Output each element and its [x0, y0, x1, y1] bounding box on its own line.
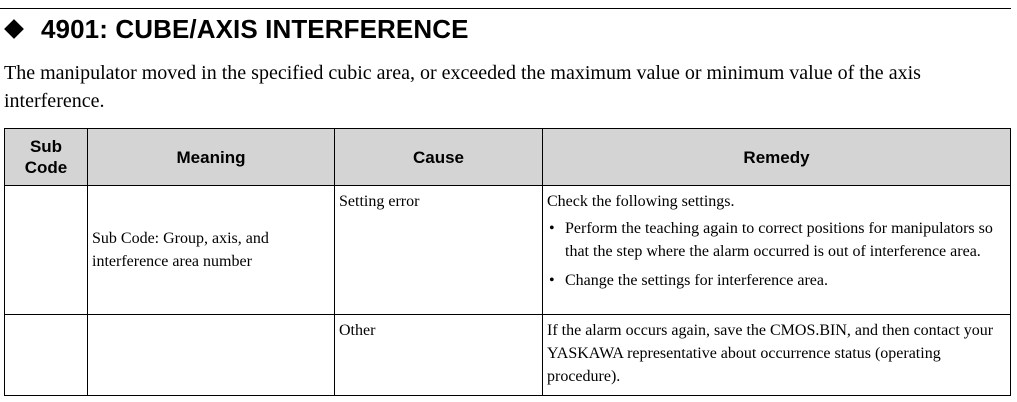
- remedy-intro-text: If the alarm occurs again, save the CMOS.BIN, and then contact your YASKAWA representative about occurrence status (operating procedure).: [547, 322, 994, 385]
- cell-meaning: [88, 315, 335, 396]
- header-sub-code: [5, 129, 88, 186]
- cell-remedy: [543, 315, 1011, 396]
- section-intro: The manipulator moved in the specified cubic area, or exceeded the maximum value or minimum value of the axis interference.: [4, 62, 921, 112]
- cell-sub-code-text: [5, 186, 87, 190]
- list-item-text: Perform the teaching again to correct positions for manipulators so that the step where the alarm occurred is out of interference area.: [565, 220, 993, 260]
- cell-cause-text: Setting error: [339, 193, 420, 210]
- header-sub-code-label: Sub Code: [24, 137, 68, 177]
- section-title: 4901: CUBE/AXIS INTERFERENCE: [41, 13, 469, 44]
- remedy-list: [547, 217, 1006, 292]
- header-meaning: Meaning: [88, 129, 335, 186]
- bullet-icon: •: [549, 220, 555, 237]
- table-row: [5, 315, 1011, 396]
- table-row: [5, 186, 1011, 315]
- cell-sub-code: [5, 186, 88, 315]
- header-remedy: Remedy: [543, 129, 1011, 186]
- section-heading: [4, 14, 469, 44]
- remedy-intro-text: Check the following settings.: [547, 193, 735, 210]
- list-item: [547, 217, 1006, 263]
- cell-remedy: [543, 186, 1011, 315]
- bullet-icon: •: [549, 272, 555, 289]
- diamond-bullet-icon: [4, 19, 24, 39]
- cell-meaning-text: Sub Code: Group, axis, and interference area number: [92, 230, 269, 270]
- cell-cause-text: Other: [339, 322, 376, 339]
- cell-sub-code: [5, 315, 88, 396]
- list-item-text: Change the settings for interference area.: [565, 272, 828, 289]
- cell-cause: [335, 315, 543, 396]
- cell-sub-code-text: [5, 315, 87, 319]
- list-item: [547, 269, 1006, 292]
- header-rule: [0, 8, 1011, 9]
- alarm-table: [4, 128, 1011, 396]
- table-header-row: [5, 129, 1011, 186]
- cell-meaning-text: [88, 315, 334, 319]
- header-cause: Cause: [335, 129, 543, 186]
- cell-meaning: [88, 186, 335, 315]
- remedy-content: [543, 186, 1010, 292]
- cell-cause: [335, 186, 543, 315]
